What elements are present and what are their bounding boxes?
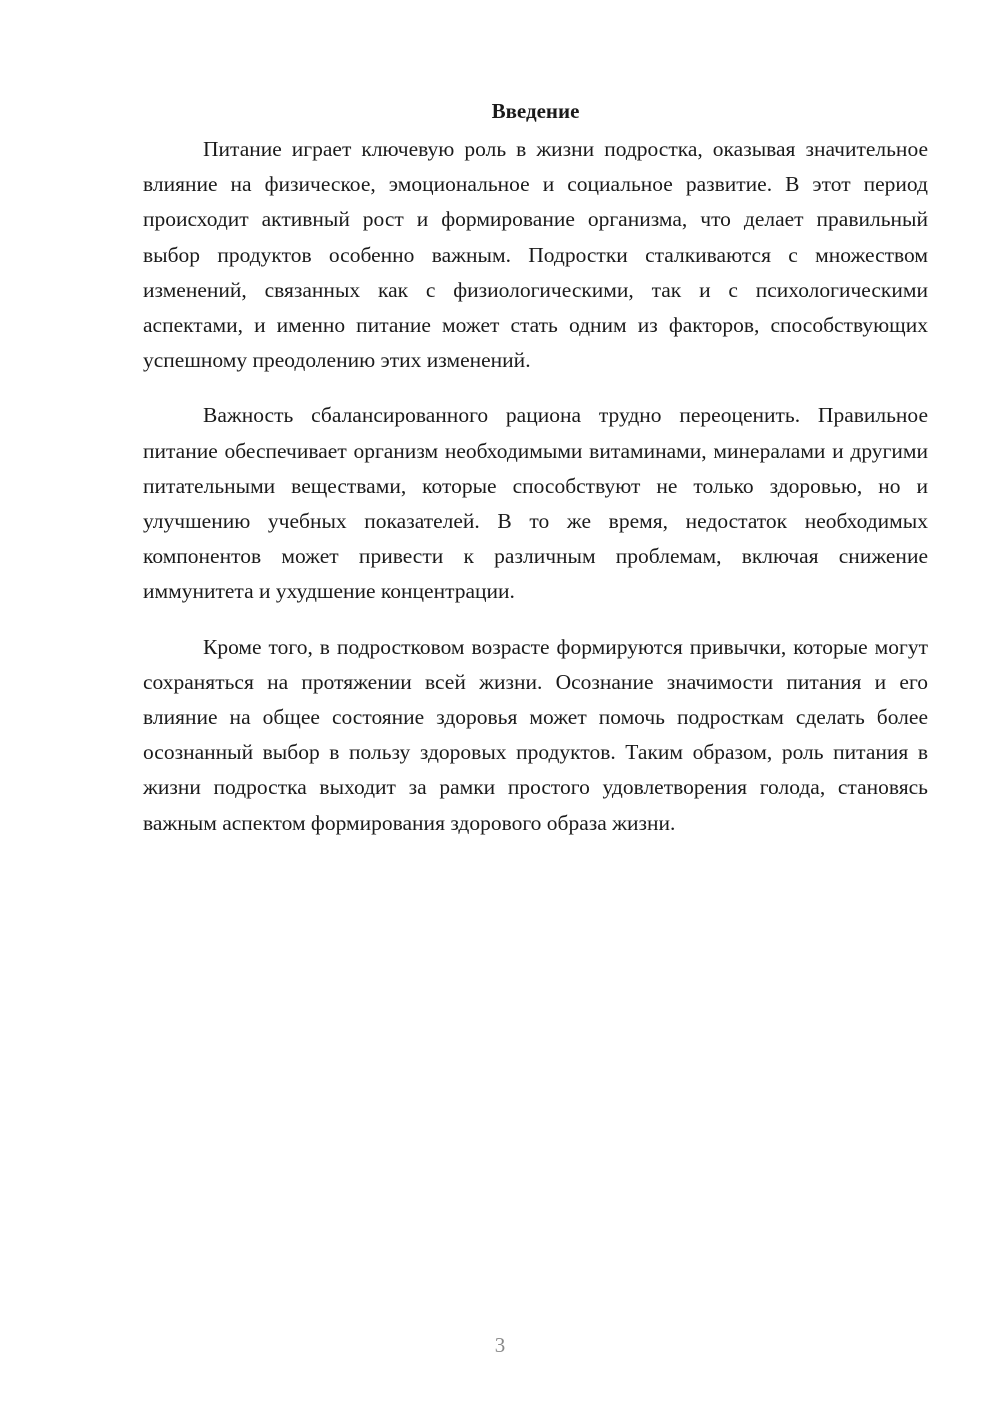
paragraph-1: Питание играет ключевую роль в жизни подростка, оказывая значительное влияние на физическое, эмоциональное и социальное развитие. В этот период происходит активный рост и формирование организма, что делает правильный выбор продуктов особенно важным. Подростки сталкиваются с множеством изменений, связанных как с физиологическими, так и с психологическими аспектами, и именно питание может стать одним из факторов, способствующих успешному преодолению этих изменений.: [143, 137, 928, 373]
section-title: Введение: [491, 99, 580, 123]
page-number: 3: [494, 1333, 506, 1357]
document-page: [143, 96, 928, 861]
paragraph-3: Кроме того, в подростковом возрасте формируются привычки, которые могут сохраняться на протяжении всей жизни. Осознание значимости питания и его влияние на общее состояние здоровья может помочь подросткам сделать более осознанный выбор в пользу здоровых продуктов. Таким образом, роль питания в жизни подростка выходит за рамки простого удовлетворения голода, становясь важным аспектом формирования здорового образа жизни.: [143, 634, 928, 835]
paragraph-2: Важность сбалансированного рациона трудно переоценить. Правильное питание обеспечивает организм необходимыми витаминами, минералами и другими питательными веществами, которые способствуют не только здоровью, но и улучшению учебных показателей. В то же время, недостаток необходимых компонентов может привести к различным проблемам, включая снижение иммунитета и ухудшение концентрации.: [143, 403, 928, 604]
